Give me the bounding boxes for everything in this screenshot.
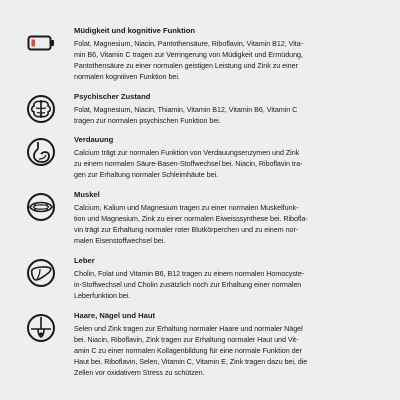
section-text: Calcium, Kalium und Magnesium tragen zu einer normalen Muskelfunk- tion und Magnesium, Zink zu einer normalen Eiweisssynthese bei. Ribofla- vin trägt zur Erhaltung normaler roter Blutkörperchen und zu einem nor- malen Eisenstoffwechsel bei.	[74, 203, 308, 245]
section-title: Leber	[74, 256, 95, 265]
hair-follicle-icon	[26, 313, 56, 343]
section-mental-state	[26, 92, 390, 126]
section-title: Verdauung	[74, 135, 114, 144]
stomach-icon	[26, 137, 56, 167]
section-text: Selen und Zink tragen zur Erhaltung normaler Haare und normaler Nägel bei. Niacin, Riboflavin, Zink tragen zur Erhaltung normaler Haut und Vit- amin C zu einer normalen Kollagenbildung für eine normale Funktion der Haut bei. Riboflavin, Selen, Vitamin C, Vitamin E, Zink tragen dazu bei, die Zellen vor oxidativem Stress zu schützen.	[74, 324, 308, 377]
section-title: Psychischer Zustand	[74, 92, 151, 101]
section-digestion	[26, 135, 390, 180]
section-hair-nails-skin	[26, 311, 390, 378]
muscle-icon	[26, 192, 56, 222]
section-liver	[26, 256, 390, 301]
section-text: Folat, Magnesium, Niacin, Pantothensäure, Riboflavin, Vitamin B12, Vita- min B6, Vitamin C tragen zur Verringerung von Müdigkeit und Ermüdung, Pantothensäure zu einer normalen geistigen Leistung und Zink zu einer normalen kognitiven Funktion bei.	[74, 39, 304, 81]
liver-icon	[26, 258, 56, 288]
section-title: Muskel	[74, 190, 100, 199]
section-title: Müdigkeit und kognitive Funktion	[74, 26, 196, 35]
section-fatigue	[26, 26, 390, 82]
section-text: Calcium trägt zur normalen Funktion von Verdauungsenzymen und Zink zu einem normalen Säure-Basen-Stoffwechsel bei. Niacin, Riboflavin tra- gen zur Erhaltung normaler Schleimhäute bei.	[74, 148, 303, 179]
battery-low-icon	[26, 28, 56, 58]
section-text: Cholin, Folat und Vitamin B6, B12 tragen zu einem normalen Homocyste- in-Stoffwechsel und Cholin zusätzlich noch zur Erhaltung einer normalen Leberfunktion bei.	[74, 269, 305, 300]
section-text: Folat, Magnesium, Niacin, Thiamin, Vitamin B12, Vitamin B6, Vitamin C tragen zur normalen psychischen Funktion bei.	[74, 105, 298, 125]
brain-icon	[26, 94, 56, 124]
section-muscle	[26, 190, 390, 246]
section-title: Haare, Nägel und Haut	[74, 311, 156, 320]
